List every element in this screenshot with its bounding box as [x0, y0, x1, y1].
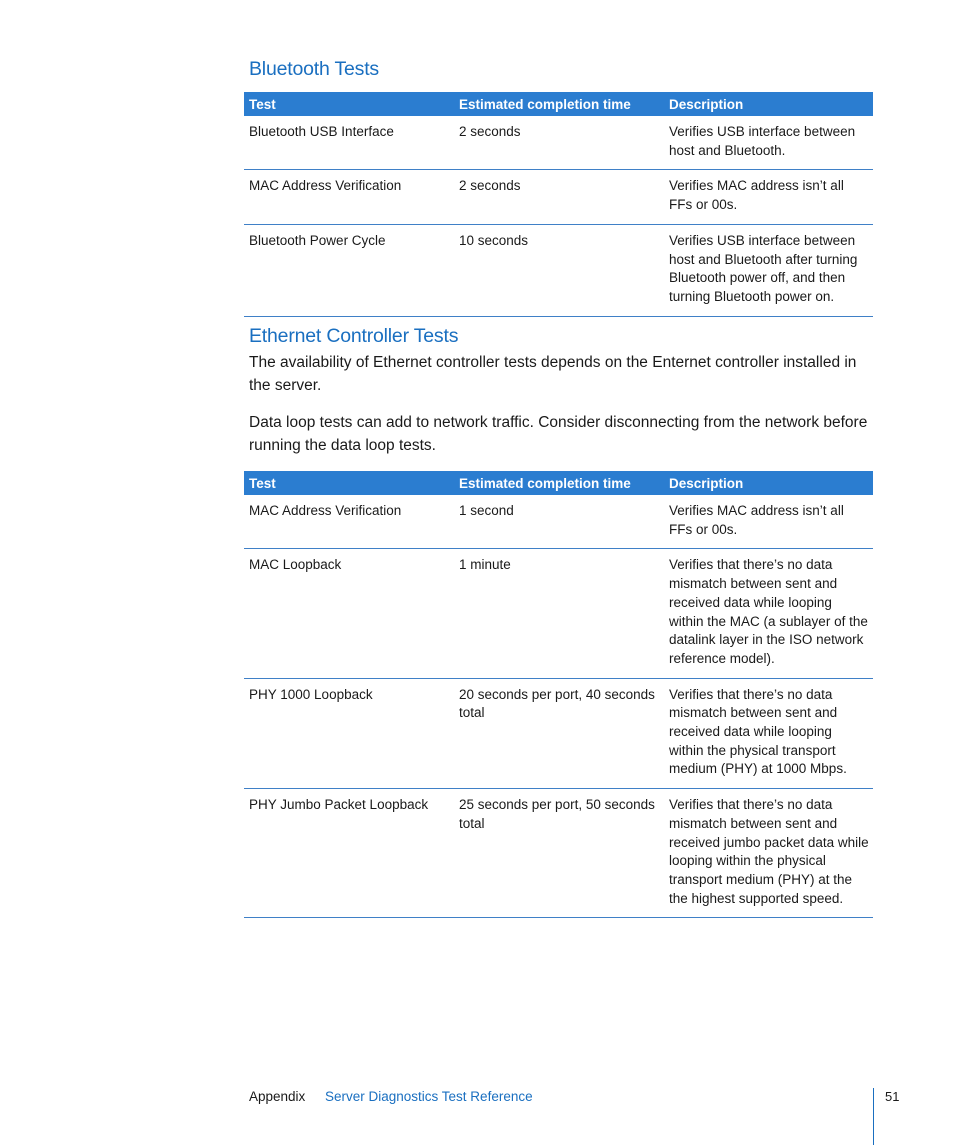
completion-time-cell: 20 seconds per port, 40 seconds total — [454, 678, 664, 789]
completion-time-cell: 2 seconds — [454, 116, 664, 170]
footer-section-label: Appendix — [249, 1089, 306, 1104]
table-header-row — [244, 92, 873, 116]
description-cell: Verifies MAC address isn’t all FFs or 00s. — [664, 170, 873, 224]
completion-time-cell: 1 minute — [454, 549, 664, 678]
table-row — [244, 678, 873, 789]
table-header-row — [244, 471, 873, 495]
page-number: 51 — [885, 1089, 900, 1104]
description-cell: Verifies MAC address isn’t all FFs or 00s. — [664, 495, 873, 549]
completion-time-cell: 25 seconds per port, 50 seconds total — [454, 789, 664, 918]
table-row — [244, 789, 873, 918]
description-cell: Verifies that there’s no data mismatch between sent and received data while looping within the MAC (a sublayer of the datalink layer in the ISO network reference model). — [664, 549, 873, 678]
test-name-cell: PHY Jumbo Packet Loopback — [244, 789, 454, 918]
table-row — [244, 224, 873, 316]
table-row — [244, 170, 873, 224]
test-name-cell: Bluetooth USB Interface — [244, 116, 454, 170]
table-row — [244, 549, 873, 678]
completion-time-cell: 2 seconds — [454, 170, 664, 224]
column-header-description: Description — [664, 92, 873, 116]
data-loop-warning-paragraph: Data loop tests can add to network traffic. Consider disconnecting from the network before running the data loop tests. — [249, 414, 868, 454]
test-name-cell: MAC Loopback — [244, 549, 454, 678]
ethernet-tests-table — [244, 471, 873, 918]
completion-time-cell: 1 second — [454, 495, 664, 549]
test-name-cell: MAC Address Verification — [244, 170, 454, 224]
table-row — [244, 116, 873, 170]
footer-chapter-title: Server Diagnostics Test Reference — [325, 1089, 533, 1104]
column-header-time: Estimated completion time — [454, 471, 664, 495]
column-header-test: Test — [244, 471, 454, 495]
ethernet-availability-paragraph: The availability of Ethernet controller tests depends on the Enternet controller installed in the server. — [249, 354, 857, 394]
bluetooth-tests-table — [244, 92, 873, 317]
description-cell: Verifies that there’s no data mismatch between sent and received jumbo packet data while looping within the physical transport medium (PHY) at the the highest supported speed. — [664, 789, 873, 918]
description-cell: Verifies that there’s no data mismatch between sent and received data while looping within the physical transport medium (PHY) at 1000 Mbps. — [664, 678, 873, 789]
ethernet-tests-heading: Ethernet Controller Tests — [249, 325, 459, 347]
column-header-description: Description — [664, 471, 873, 495]
footer-divider — [873, 1088, 874, 1145]
completion-time-cell: 10 seconds — [454, 224, 664, 316]
table-row — [244, 495, 873, 549]
column-header-test: Test — [244, 92, 454, 116]
test-name-cell: Bluetooth Power Cycle — [244, 224, 454, 316]
description-cell: Verifies USB interface between host and Bluetooth. — [664, 116, 873, 170]
test-name-cell: MAC Address Verification — [244, 495, 454, 549]
test-name-cell: PHY 1000 Loopback — [244, 678, 454, 789]
bluetooth-tests-heading: Bluetooth Tests — [249, 58, 379, 80]
description-cell: Verifies USB interface between host and Bluetooth after turning Bluetooth power off, and then turning Bluetooth power on. — [664, 224, 873, 316]
column-header-time: Estimated completion time — [454, 92, 664, 116]
